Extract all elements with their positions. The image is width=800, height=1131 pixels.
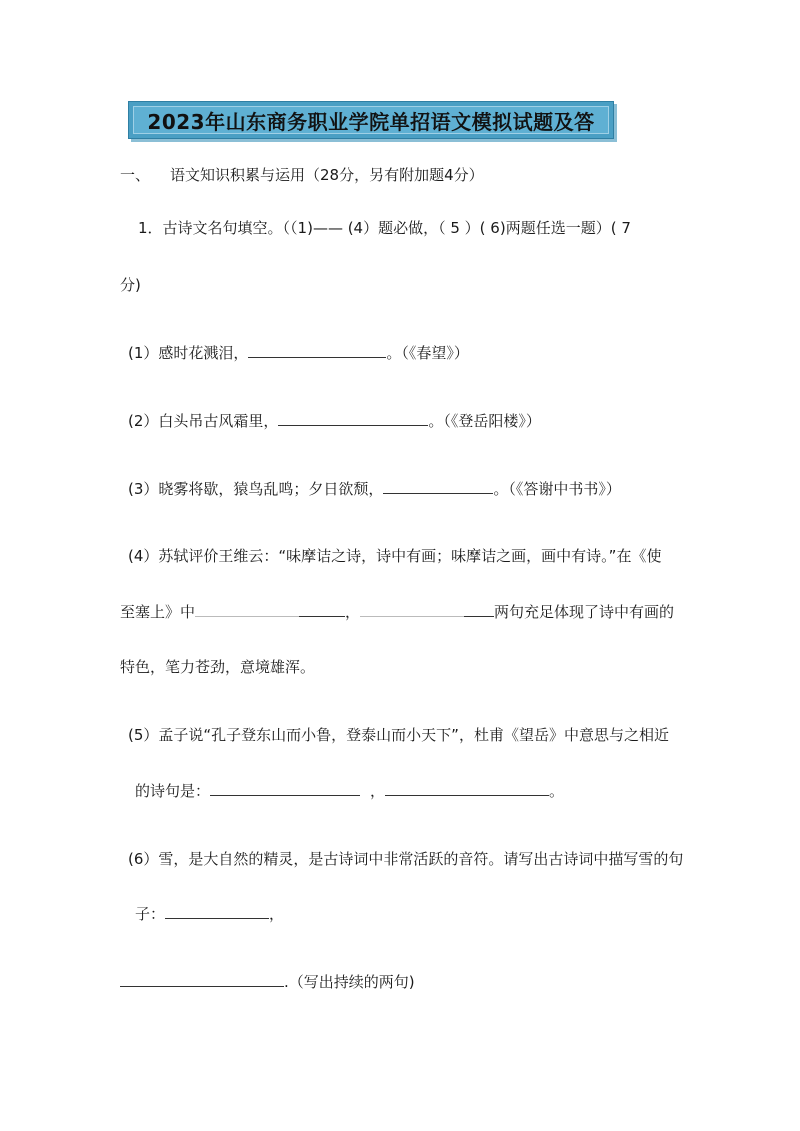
item-2-blank[interactable]: [278, 411, 428, 426]
item-4-line-2: [120, 602, 674, 622]
item-4-blank-2b[interactable]: [464, 602, 494, 617]
title-banner-inner: [133, 106, 609, 134]
section-title: 语文知识积累与运用（28分，另有附加题4分）: [170, 166, 484, 184]
item-4-line-3: 特色，笔力苍劲，意境雄浑。: [120, 658, 316, 676]
item-6-blank-2[interactable]: [120, 972, 284, 987]
item-4-prompt: 至塞上》中: [120, 603, 196, 621]
section-heading: [120, 165, 484, 185]
item-6-comma: ，: [269, 905, 285, 923]
item-6-prompt: 子：: [135, 905, 166, 923]
item-3-source: 。（《答谢中书书》）: [493, 480, 621, 498]
section-number: 一、: [120, 166, 151, 184]
item-3-prompt: (3）晓雾将歇，猿鸟乱鸣；夕日欲颓，: [128, 480, 384, 498]
item-6-blank-1[interactable]: [165, 904, 269, 919]
item-1-prompt: (1）感时花溅泪，: [128, 344, 249, 362]
item-4-comma: ，: [345, 603, 361, 621]
item-4-blank-2a[interactable]: [360, 602, 464, 617]
item-5-blank-1[interactable]: [210, 781, 360, 796]
item-3-blank[interactable]: [383, 479, 493, 494]
item-5-line-2: [135, 781, 564, 801]
item-5-prompt: 的诗句是：: [135, 782, 211, 800]
item-5-end: 。: [549, 782, 565, 800]
item-4-blank-1b[interactable]: [299, 602, 345, 617]
item-5-line-1: (5）孟子说“孔子登东山而小鲁，登泰山而小天下”，杜甫《望岳》中意思与之相近: [128, 726, 669, 744]
item-2-prompt: (2）白头吊古风霜里，: [128, 412, 279, 430]
item-6-note: .（写出持续的两句): [284, 973, 415, 991]
item-6-line-2: [135, 904, 284, 924]
item-3: [128, 479, 621, 499]
item-1-source: 。（《春望》）: [386, 344, 469, 362]
question-1-line-2: 分): [120, 276, 141, 294]
page-title: 2023年山东商务职业学院单招语文模拟试题及答: [147, 109, 595, 134]
item-6-line-3: [120, 972, 415, 992]
question-1-line-1: 1．古诗文名句填空。（（1)—— (4）题必做，（ 5 ）( 6)两题任选一题）( 7: [138, 219, 631, 237]
item-5-blank-2[interactable]: [385, 781, 549, 796]
item-5-comma: ，: [370, 782, 386, 800]
title-banner: [128, 101, 614, 139]
item-4-suffix: 两句充足体现了诗中有画的: [494, 603, 675, 621]
item-6-line-1: (6）雪，是大自然的精灵，是古诗词中非常活跃的音符。请写出古诗词中描写雪的句: [128, 850, 684, 868]
item-4-blank-1a[interactable]: [195, 602, 299, 617]
item-1-blank[interactable]: [248, 343, 386, 358]
item-1: [128, 343, 469, 363]
item-4-line-1: (4）苏轼评价王维云：“味摩诘之诗，诗中有画；味摩诘之画，画中有诗。”在《使: [128, 547, 662, 565]
item-2: [128, 411, 541, 431]
item-2-source: 。（《登岳阳楼》）: [428, 412, 541, 430]
